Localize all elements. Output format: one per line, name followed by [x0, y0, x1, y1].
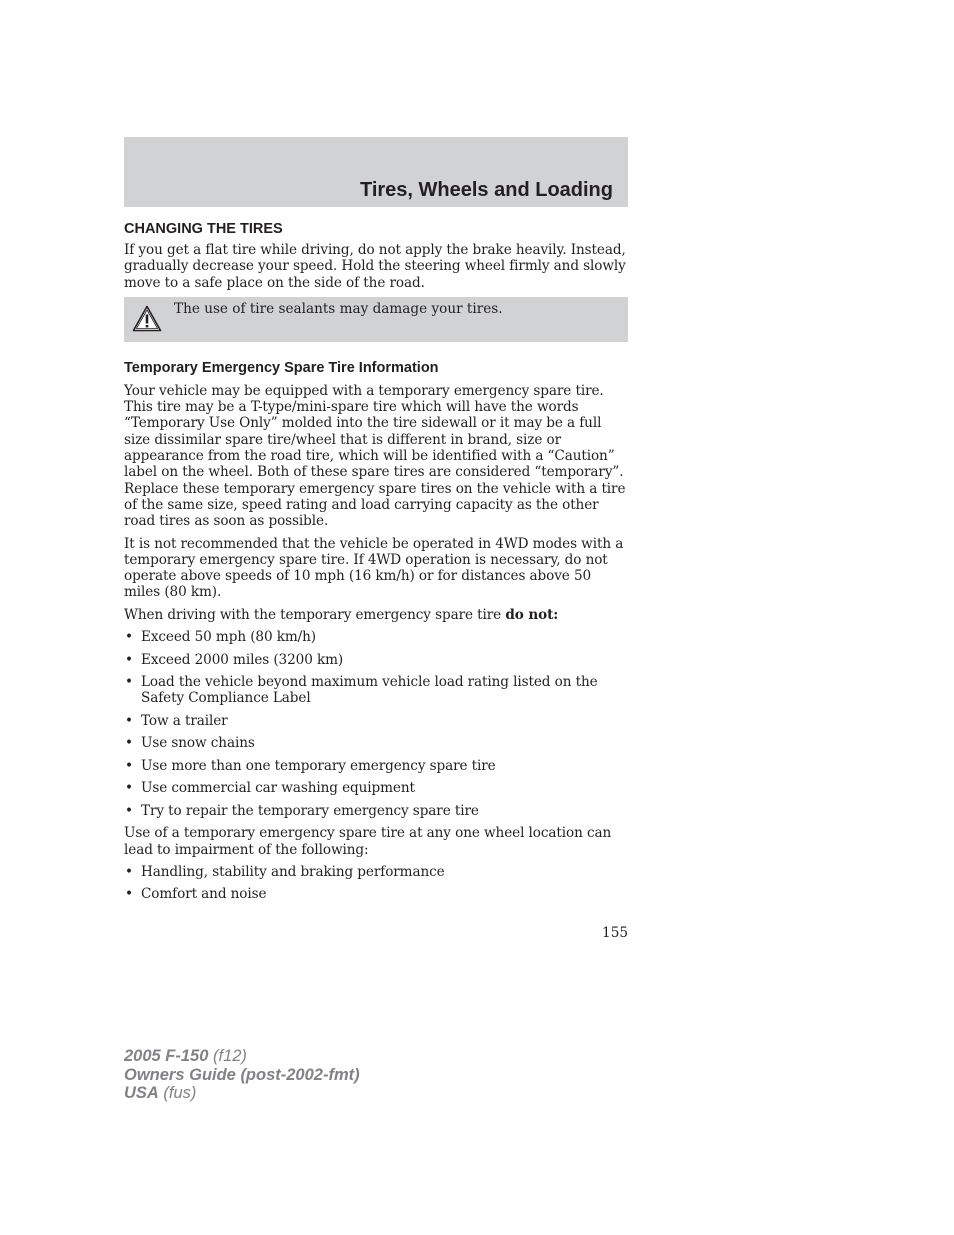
warning-box	[124, 297, 628, 342]
list-item-text: Use snow chains	[141, 735, 255, 752]
list-item-text: Exceed 50 mph (80 km/h)	[141, 629, 316, 646]
list-item-text: Use commercial car washing equipment	[141, 780, 415, 797]
page-title: Tires, Wheels and Loading	[359, 179, 613, 201]
paragraph-4wd-note: It is not recommended that the vehicle be operated in 4WD modes with a temporary emergency spare tire. If 4WD operation is necessary, do not operate above speeds of 10 mph (16 km/h) or for distances above 50 miles (80 km).	[124, 535, 624, 601]
list-item	[124, 713, 628, 729]
footer-line-guide	[124, 1066, 360, 1085]
list-item	[124, 674, 628, 707]
bullet-icon: •	[125, 863, 133, 880]
list-item	[124, 803, 628, 819]
lead-text: When driving with the temporary emergency spare tire	[124, 606, 506, 623]
section-heading: CHANGING THE TIRES	[124, 221, 283, 237]
list-item	[124, 758, 628, 774]
list-item-text: Tow a trailer	[141, 712, 228, 729]
impairment-list	[124, 864, 628, 903]
list-item	[124, 735, 628, 751]
subsection-heading: Temporary Emergency Spare Tire Information	[124, 359, 439, 376]
document-footer	[124, 1047, 360, 1103]
list-item	[124, 864, 628, 880]
bullet-icon: •	[125, 629, 133, 646]
bullet-icon: •	[125, 757, 133, 774]
footer-model-code: (f12)	[208, 1047, 247, 1065]
footer-line-market	[124, 1084, 360, 1103]
list-item-text: Handling, stability and braking performance	[141, 863, 445, 880]
main-content	[124, 221, 628, 909]
list-item-text: Comfort and noise	[141, 886, 267, 903]
warning-text: The use of tire sealants may damage your tires.	[174, 300, 503, 317]
bullet-icon: •	[125, 886, 133, 903]
list-item	[124, 652, 628, 668]
bullet-icon: •	[125, 802, 133, 819]
intro-paragraph: If you get a flat tire while driving, do not apply the brake heavily. Instead, gradually decrease your speed. Hold the steering wheel firmly and slowly move to a safe place on the side of the road.	[124, 242, 626, 291]
list-item-text: Use more than one temporary emergency spare tire	[141, 757, 496, 774]
bullet-icon: •	[125, 735, 133, 752]
page-number: 155	[602, 925, 628, 941]
footer-line-model	[124, 1047, 360, 1066]
do-not-list	[124, 629, 628, 819]
paragraph-impairment: Use of a temporary emergency spare tire at any one wheel location can lead to impairment of the following:	[124, 825, 612, 858]
warning-triangle-icon	[132, 305, 162, 332]
list-item	[124, 629, 628, 645]
bullet-icon: •	[125, 651, 133, 668]
list-item	[124, 886, 628, 902]
footer-model: 2005 F-150	[124, 1047, 209, 1065]
list-item	[124, 780, 628, 796]
footer-guide: Owners Guide (post-2002-fmt)	[124, 1065, 360, 1084]
bullet-icon: •	[125, 674, 133, 691]
bullet-icon: •	[125, 712, 133, 729]
list-item-text: Exceed 2000 miles (3200 km)	[141, 651, 344, 668]
do-not-emphasis: do not:	[505, 606, 559, 623]
paragraph-do-not-lead	[124, 607, 628, 623]
footer-market: USA	[124, 1084, 159, 1102]
bullet-icon: •	[125, 780, 133, 797]
paragraph-spare-tire-info: Your vehicle may be equipped with a temporary emergency spare tire. This tire may be a T-type/mini-spare tire which will have the words “Temporary Use Only” molded into the tire sidewall or it may be a full size dissimilar spare tire/wheel that is different in brand, size or appearance from the road tire, which will be identified with a “Caution” label on the wheel. Both of these spare tires are considered “temporary”. Replace these temporary emergency spare tires on the vehicle with a tire of the same size, speed rating and load carrying capacity as the other road tires as soon as possible.	[124, 382, 626, 530]
footer-market-code: (fus)	[158, 1084, 197, 1102]
list-item-text: Try to repair the temporary emergency spare tire	[141, 802, 479, 819]
section-header-bar	[124, 137, 628, 207]
list-item-text: Load the vehicle beyond maximum vehicle load rating listed on the Safety Compliance Label	[141, 674, 598, 707]
